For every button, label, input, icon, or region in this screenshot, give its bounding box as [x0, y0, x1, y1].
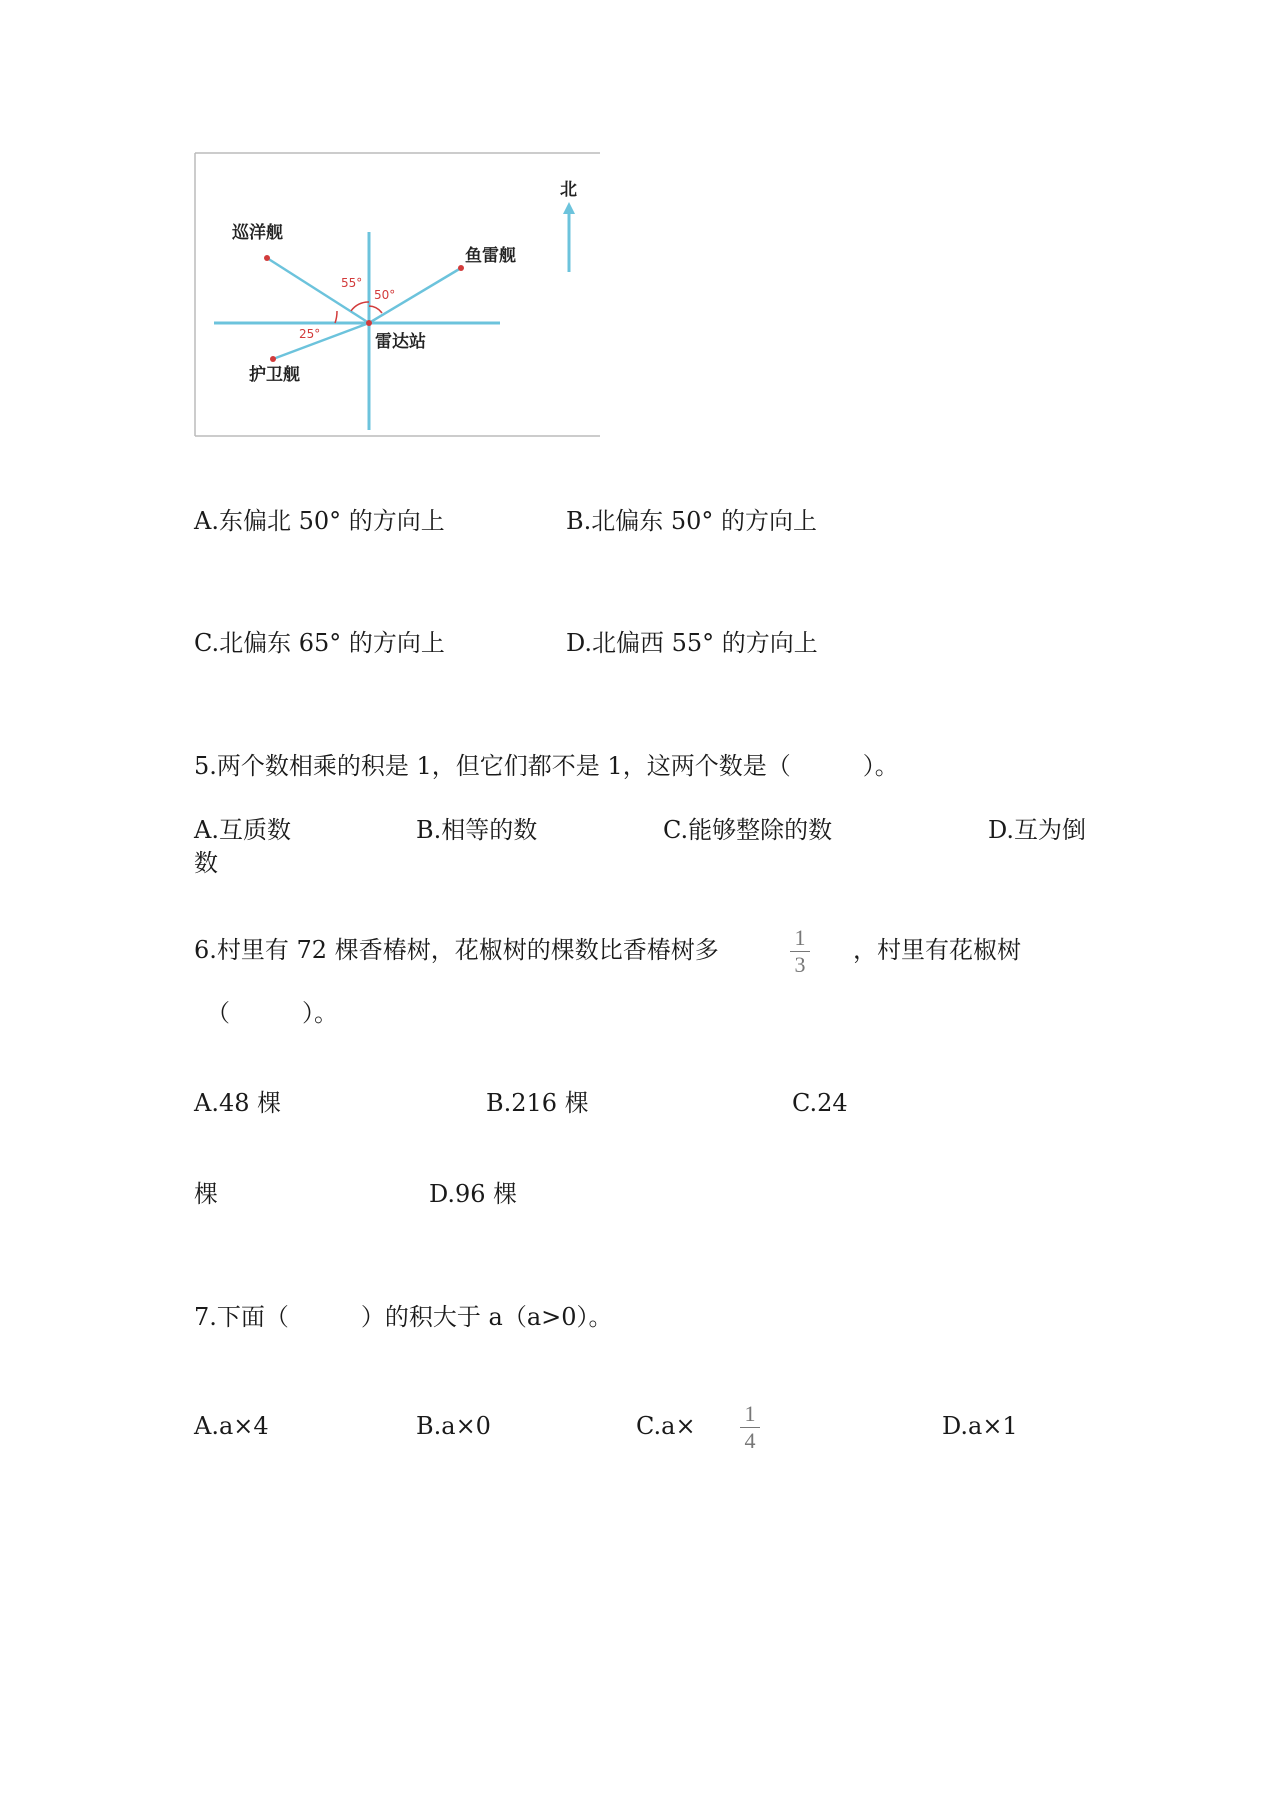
q6-option-b: B.216 棵	[486, 1089, 589, 1117]
q4-option-d: D.北偏西 55° 的方向上	[566, 629, 818, 657]
point-cruiser	[264, 255, 270, 261]
q4-option-b: B.北偏东 50° 的方向上	[566, 507, 818, 535]
ray-escort	[273, 323, 369, 359]
angle-arc-50	[369, 306, 382, 313]
q7-fraction-numerator: 1	[744, 1401, 756, 1426]
q6-stem-start: 6.村里有 72 棵香椿树，花椒树的棵数比香椿树多	[194, 936, 719, 964]
angle-arc-55	[351, 302, 369, 311]
q7-fraction-denominator: 4	[744, 1428, 756, 1453]
q6-answer-blank: （ ）。	[206, 999, 338, 1027]
q6-fraction	[788, 926, 812, 977]
q7-option-d: D.a×1	[942, 1412, 1018, 1440]
q7-option-c: C.a×	[636, 1412, 696, 1440]
q6-fraction-denominator: 3	[794, 952, 806, 977]
q6-option-d: D.96 棵	[429, 1180, 518, 1208]
q6-stem-end: ，村里有花椒树	[853, 936, 1021, 964]
q7-option-a: A.a×4	[194, 1412, 269, 1440]
ray-cruiser	[267, 258, 369, 323]
label-torpedo-boat: 鱼雷舰	[465, 246, 516, 266]
q7-option-c-fraction	[738, 1402, 762, 1453]
point-radar-station	[366, 320, 372, 326]
q5-option-c: C.能够整除的数	[663, 816, 833, 844]
q5-option-d: D.互为倒	[988, 816, 1087, 844]
label-escort: 护卫舰	[249, 365, 300, 385]
q5-stem: 5.两个数相乘的积是 1，但它们都不是 1，这两个数是（ ）。	[194, 752, 899, 780]
point-torpedo-boat	[458, 265, 464, 271]
q4-option-c: C.北偏东 65° 的方向上	[194, 629, 445, 657]
label-angle-50: 50°	[374, 288, 396, 302]
direction-diagram	[194, 152, 600, 437]
label-cruiser: 巡洋舰	[232, 223, 283, 243]
q6-option-c: C.24	[792, 1089, 848, 1117]
q6-option-a: A.48 棵	[194, 1089, 282, 1117]
label-radar-station: 雷达站	[375, 332, 426, 352]
q6-option-c-continued: 棵	[194, 1180, 218, 1208]
q6-fraction-numerator: 1	[794, 925, 806, 950]
label-angle-25: 25°	[299, 327, 321, 341]
label-north: 北	[560, 180, 577, 200]
label-angle-55: 55°	[341, 276, 363, 290]
angle-arc-25	[335, 311, 337, 323]
q7-option-b: B.a×0	[416, 1412, 491, 1440]
q5-option-b: B.相等的数	[416, 816, 538, 844]
q4-option-a: A.东偏北 50° 的方向上	[194, 507, 445, 535]
q5-option-d-continued: 数	[194, 849, 218, 877]
north-arrow-head-icon	[563, 202, 575, 214]
q7-stem: 7.下面（ ）的积大于 a（a>0）。	[194, 1303, 613, 1331]
point-escort	[270, 356, 276, 362]
q5-option-a: A.互质数	[194, 816, 291, 844]
